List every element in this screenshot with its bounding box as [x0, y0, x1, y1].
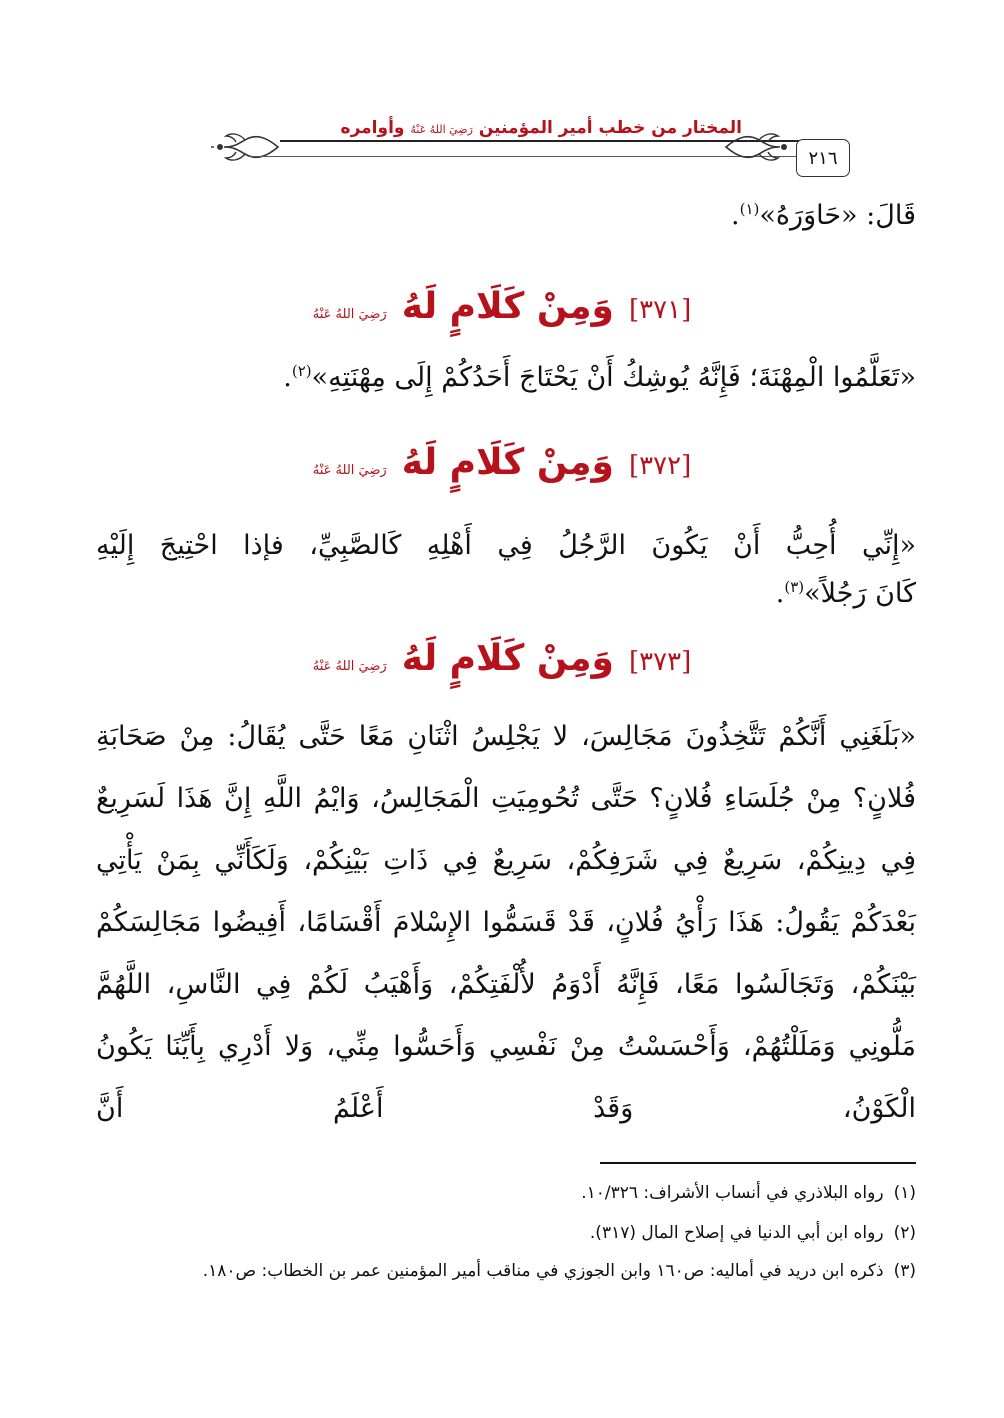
quote-371: «تَعَلَّمُوا الْمِهْنَةَ؛ فَإِنَّهُ يُوشِكُ أَنْ يَحْتَاجَ أَحَدُكُمْ إِلَى مِهْنَتِهِ»$^{(٢)}$.: [283, 362, 916, 393]
footnote-ref-1: (١): [739, 200, 760, 218]
section-heading-373: [0, 638, 1004, 679]
footnote-separator: [600, 1162, 916, 1164]
footnote-3: [90, 1254, 916, 1288]
section-title: وَمِنْ كَلَامٍ لَهُ: [401, 286, 614, 327]
quote-line: «إِنِّي أُحِبُّ أَنْ يَكُونَ الرَّجُلُ فِي أَهْلِهِ كَالصَّبِيِّ، فإذا احْتِيجَ إِلَيْهِ: [96, 530, 916, 561]
right-ornament-icon: [724, 128, 794, 166]
intro-text: قَالَ: «حَاوَرَهُ»: [759, 200, 916, 231]
section-title: وَمِنْ كَلَامٍ لَهُ: [401, 638, 614, 679]
footnote-text: رواه ابن أبي الدنيا في إصلاح المال (٣١٧).: [589, 1223, 884, 1243]
left-ornament-icon: [210, 128, 280, 166]
footnote-number: (٣): [893, 1261, 916, 1281]
section-heading-371: [0, 286, 1004, 327]
header-honorific: رَضِيَ اللهُ عَنْهُ: [410, 123, 473, 136]
section-honorific: رَضِيَ اللهُ عَنْهُ: [312, 307, 387, 322]
section-heading-372: [0, 442, 1004, 483]
footnote-2: [90, 1216, 916, 1250]
section-number: [٣٧٣]: [629, 647, 692, 677]
header-title-text: المختار من خطب أمير المؤمنين: [478, 118, 742, 138]
quote-372: [96, 516, 916, 576]
intro-line: قَالَ: «حَاوَرَهُ»$^{(١)}$.: [731, 200, 916, 231]
quote-372-end: كَانَ رَجُلاً»$^{(٣)}$.: [775, 578, 916, 609]
footnote-ref-2: (٢): [291, 362, 312, 380]
quote-373: «بَلَغَنِي أَنَّكُمْ تَتَّخِذُونَ مَجَالِسَ، لا يَجْلِسُ اثْنَانِ مَعًا حَتَّى يُقَالُ: مِنْ صَحَابَةِ فُلانٍ؟ مِنْ جُلَسَاءِ فُلانٍ؟ حَتَّى تُحُومِيَتِ الْمَجَالِسُ، وَايْمُ اللَّهِ إِنَّ هَذَا لَسَرِيعٌ فِي دِينِكُمْ، سَرِيعٌ فِي شَرَفِكُمْ، سَرِيعٌ فِي ذَاتِ بَيْنِكُمْ، وَلَكَأَنِّي بِمَنْ يَأْتِي بَعْدَكُمْ يَقُولُ: هَذَا رَأْيُ فُلانٍ، قَدْ قَسَمُّوا الإِسْلامَ أَقْسَامًا، أَفِيضُوا مَجَالِسَكُمْ بَيْنَكُمْ، وَتَجَالَسُوا مَعًا، فَإِنَّهُ أَدْوَمُ لأُلْفَتِكُمْ، وَأَهْيَبُ لَكُمْ فِي النَّاسِ، اللَّهُمَّ مَلُّونِي وَمَلَلْتُهُمْ، وَأَحْسَسْتُ مِنْ نَفْسِي وَأَحَسُّوا مِنِّي، وَلا أَدْرِي بِأَيِّنَا يَكُونُ الْكَوْنُ، وَقَدْ أَعْلَمُ أَنَّ: [96, 721, 916, 1124]
footnote-number: (٢): [893, 1223, 916, 1243]
section-title: وَمِنْ كَلَامٍ لَهُ: [401, 442, 614, 483]
section-honorific: رَضِيَ اللهُ عَنْهُ: [312, 659, 387, 674]
page-number: ٢١٦: [796, 139, 850, 177]
section-number: [٣٧٢]: [629, 451, 692, 481]
footnote-text: ذكره ابن دريد في أماليه: ص١٦٠ وابن الجوزي في مناقب أمير المؤمنين عمر بن الخطاب: ص١٨٠.: [202, 1261, 884, 1281]
header-title: [333, 118, 750, 138]
running-header: [210, 118, 890, 178]
section-honorific: رَضِيَ اللهُ عَنْهُ: [312, 463, 387, 478]
footnote-number: (١): [893, 1183, 916, 1203]
section-number: [٣٧١]: [629, 295, 692, 325]
footnote-ref-3: (٣): [784, 578, 805, 596]
header-title-tail: وأوامره: [340, 118, 405, 138]
quote-line: كَانَ رَجُلاً»: [804, 578, 916, 609]
quote-line: «تَعَلَّمُوا الْمِهْنَةَ؛ فَإِنَّهُ يُوشِكُ أَنْ يَحْتَاجَ أَحَدُكُمْ إِلَى مِهْنَتِهِ»: [311, 362, 916, 393]
footnote-text: رواه البلاذري في أنساب الأشراف: ١٠/٣٢٦.: [581, 1183, 884, 1203]
footnote-1: [90, 1176, 916, 1210]
